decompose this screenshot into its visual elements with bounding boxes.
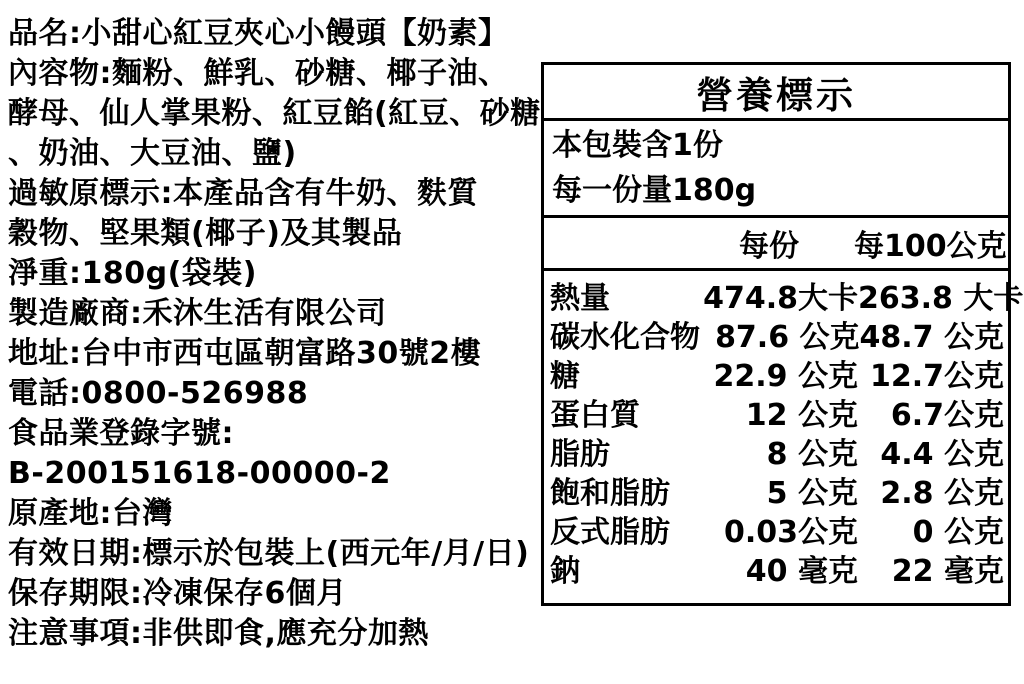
product-info-line-origin: 原產地:台灣 bbox=[8, 496, 173, 531]
nutrient-name: 熱量 bbox=[550, 281, 610, 316]
nutrient-name: 鈉 bbox=[550, 554, 580, 589]
nutrition-row-carbohydrate bbox=[544, 318, 1008, 357]
nutrient-per-serving: 8 公克 bbox=[766, 437, 858, 472]
nutrient-per-100g: 48.7 公克 bbox=[859, 320, 1004, 355]
product-info-block bbox=[8, 14, 541, 654]
nutrient-per-100g: 6.7公克 bbox=[890, 398, 1004, 433]
nutrient-per-100g: 12.7公克 bbox=[869, 359, 1004, 394]
product-info-line-expiry: 有效日期:標示於包裝上(西元年/月/日) bbox=[8, 536, 530, 571]
nutrient-name: 脂肪 bbox=[550, 437, 610, 472]
nutrient-per-serving: 87.6 公克 bbox=[715, 320, 860, 355]
nutrient-per-serving: 40 毫克 bbox=[745, 554, 858, 589]
nutrient-name: 蛋白質 bbox=[550, 398, 640, 433]
nutrition-row-calories bbox=[544, 279, 1024, 318]
nutrient-per-serving: 0.03公克 bbox=[723, 515, 858, 550]
nutrient-name: 飽和脂肪 bbox=[550, 476, 670, 511]
nutrition-table-title: 營養標示 bbox=[544, 65, 1008, 121]
nutrition-package-servings: 本包裝含1份 bbox=[552, 128, 723, 163]
product-info-line-ingredients-1: 內容物:麵粉、鮮乳、砂糖、椰子油、 bbox=[8, 56, 509, 91]
nutrient-name: 碳水化合物 bbox=[550, 320, 700, 355]
nutrient-name: 糖 bbox=[550, 359, 580, 394]
nutrient-per-100g: 2.8 公克 bbox=[880, 476, 1004, 511]
nutrition-row-trans-fat bbox=[544, 513, 1008, 552]
nutrition-row-protein bbox=[544, 396, 1008, 435]
product-info-line-shelf-life: 保存期限:冷凍保存6個月 bbox=[8, 576, 347, 611]
product-info-line-ingredients-2: 酵母、仙人掌果粉、紅豆餡(紅豆、砂糖 bbox=[8, 96, 541, 131]
column-header-per-serving: 每份 bbox=[739, 229, 799, 264]
product-info-line-manufacturer: 製造廠商:禾沐生活有限公司 bbox=[8, 296, 387, 331]
nutrient-per-serving: 5 公克 bbox=[766, 476, 858, 511]
nutrition-serving-section bbox=[544, 121, 1008, 218]
nutrition-row-saturated-fat bbox=[544, 474, 1008, 513]
nutrient-per-100g: 263.8 大卡 bbox=[858, 281, 1024, 316]
nutrition-row-sugar bbox=[544, 357, 1008, 396]
nutrition-column-headers bbox=[544, 218, 1008, 271]
product-info-line-caution: 注意事項:非供即食,應充分加熱 bbox=[8, 616, 429, 651]
nutrition-rows bbox=[544, 271, 1024, 603]
product-info-line-address: 地址:台中市西屯區朝富路30號2樓 bbox=[8, 336, 482, 371]
nutrition-row-fat bbox=[544, 435, 1008, 474]
nutrient-per-serving: 22.9 公克 bbox=[713, 359, 858, 394]
product-info-line-allergen-1: 過敏原標示:本產品含有牛奶、麩質 bbox=[8, 176, 478, 211]
nutrition-row-sodium bbox=[544, 552, 1008, 591]
nutrient-per-100g: 22 毫克 bbox=[891, 554, 1004, 589]
nutrient-per-serving: 12 公克 bbox=[745, 398, 858, 433]
nutrient-name: 反式脂肪 bbox=[550, 515, 670, 550]
nutrition-serving-size: 每一份量180g bbox=[552, 173, 757, 208]
nutrient-per-serving: 474.8大卡 bbox=[703, 281, 858, 316]
product-info-line-net-weight: 淨重:180g(袋裝) bbox=[8, 256, 258, 291]
product-info-line-phone: 電話:0800-526988 bbox=[8, 376, 309, 411]
product-info-line-name: 品名:小甜心紅豆夾心小饅頭【奶素】 bbox=[8, 16, 509, 51]
nutrition-table bbox=[541, 62, 1024, 606]
product-info-line-ingredients-3: 、奶油、大豆油、鹽) bbox=[8, 136, 297, 171]
product-info-line-registration-number: B-200151618-00000-2 bbox=[8, 456, 391, 491]
nutrient-per-100g: 0 公克 bbox=[912, 515, 1004, 550]
column-header-per-100g: 每100公克 bbox=[854, 229, 1007, 264]
product-info-line-registration-label: 食品業登錄字號: bbox=[8, 416, 234, 451]
nutrient-per-100g: 4.4 公克 bbox=[880, 437, 1004, 472]
product-info-line-allergen-2: 穀物、堅果類(椰子)及其製品 bbox=[8, 216, 403, 251]
